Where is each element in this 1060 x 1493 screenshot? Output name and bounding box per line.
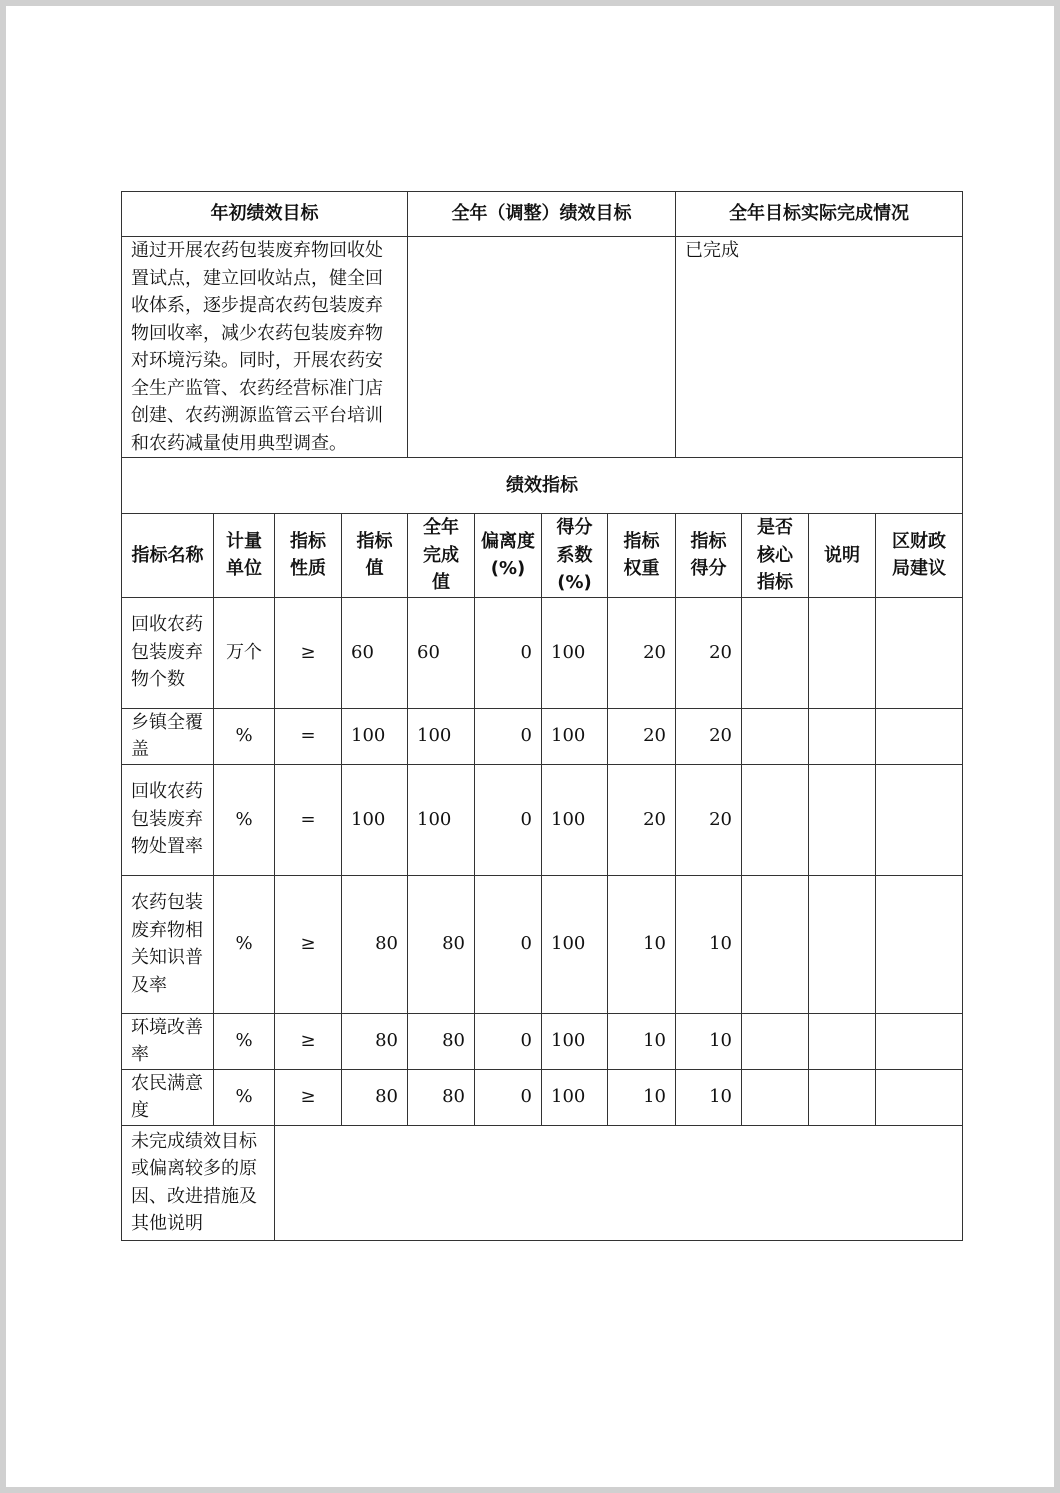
performance-table — [121, 191, 963, 1241]
indicator-unit: % — [214, 1013, 275, 1069]
indicator-name: 回收农药包装废弃物处置率 — [122, 764, 214, 875]
indicator-core — [742, 597, 809, 708]
table-row — [122, 1069, 963, 1125]
header-adjusted-target: 全年（调整）绩效目标 — [408, 192, 676, 237]
indicator-score: 10 — [676, 1069, 742, 1125]
indicator-note — [809, 875, 876, 1013]
indicator-unit: 万个 — [214, 597, 275, 708]
indicator-coef: 100 — [542, 764, 608, 875]
indicator-advice — [876, 1069, 963, 1125]
indicator-nature: = — [275, 708, 342, 764]
header-actual-completion: 全年目标实际完成情况 — [676, 192, 963, 237]
indicator-weight: 10 — [608, 1013, 676, 1069]
indicator-name: 环境改善率 — [122, 1013, 214, 1069]
indicator-weight: 20 — [608, 597, 676, 708]
col-header-weight: 指标权重 — [608, 514, 676, 598]
table-row — [122, 875, 963, 1013]
indicator-coef: 100 — [542, 1069, 608, 1125]
col-header-core: 是否核心指标 — [742, 514, 809, 598]
col-header-value: 指标值 — [342, 514, 408, 598]
col-header-note: 说明 — [809, 514, 876, 598]
indicator-unit: % — [214, 1069, 275, 1125]
col-header-name: 指标名称 — [122, 514, 214, 598]
indicator-value: 60 — [342, 597, 408, 708]
indicator-note — [809, 597, 876, 708]
indicator-deviation: 0 — [475, 764, 542, 875]
column-header-row — [122, 514, 963, 598]
indicator-weight: 10 — [608, 1069, 676, 1125]
indicator-completed: 80 — [408, 1013, 475, 1069]
indicator-completed: 100 — [408, 764, 475, 875]
indicator-core — [742, 708, 809, 764]
indicator-weight: 20 — [608, 708, 676, 764]
indicator-name: 回收农药包装废弃物个数 — [122, 597, 214, 708]
col-header-nature: 指标性质 — [275, 514, 342, 598]
section-title: 绩效指标 — [122, 458, 963, 514]
indicator-core — [742, 764, 809, 875]
col-header-coef: 得分系数(%) — [542, 514, 608, 598]
indicator-completed: 80 — [408, 1069, 475, 1125]
table-row — [122, 597, 963, 708]
indicator-coef: 100 — [542, 708, 608, 764]
indicator-advice — [876, 764, 963, 875]
col-header-deviation: 偏离度(%) — [475, 514, 542, 598]
col-header-completed: 全年完成值 — [408, 514, 475, 598]
indicator-name: 乡镇全覆盖 — [122, 708, 214, 764]
indicator-value: 100 — [342, 708, 408, 764]
indicator-weight: 10 — [608, 875, 676, 1013]
indicator-value: 100 — [342, 764, 408, 875]
indicator-note — [809, 1013, 876, 1069]
indicator-completed: 60 — [408, 597, 475, 708]
indicator-deviation: 0 — [475, 875, 542, 1013]
indicator-unit: % — [214, 764, 275, 875]
adjusted-target-text — [408, 237, 676, 458]
indicator-note — [809, 764, 876, 875]
footer-row — [122, 1125, 963, 1240]
indicator-core — [742, 1069, 809, 1125]
indicator-score: 20 — [676, 597, 742, 708]
indicator-name: 农民满意度 — [122, 1069, 214, 1125]
indicator-score: 20 — [676, 764, 742, 875]
indicator-deviation: 0 — [475, 1069, 542, 1125]
target-header-row — [122, 192, 963, 237]
initial-target-text: 通过开展农药包装废弃物回收处置试点，建立回收站点，健全回收体系，逐步提高农药包装废弃物回收率，减少农药包装废弃物对环境污染。同时，开展农药安全生产监管、农药经营标准门店创建、农药溯源监管云平台培训和农药减量使用典型调查。 — [122, 237, 408, 458]
indicator-value: 80 — [342, 1013, 408, 1069]
section-title-row — [122, 458, 963, 514]
document-page — [6, 6, 1054, 1487]
footer-content — [275, 1125, 963, 1240]
indicator-nature: ≥ — [275, 1069, 342, 1125]
indicator-note — [809, 1069, 876, 1125]
col-header-unit: 计量单位 — [214, 514, 275, 598]
indicator-advice — [876, 708, 963, 764]
indicator-score: 10 — [676, 875, 742, 1013]
indicator-advice — [876, 597, 963, 708]
indicator-unit: % — [214, 875, 275, 1013]
indicator-weight: 20 — [608, 764, 676, 875]
indicator-coef: 100 — [542, 1013, 608, 1069]
table-row — [122, 1013, 963, 1069]
indicator-value: 80 — [342, 1069, 408, 1125]
indicator-nature: = — [275, 764, 342, 875]
footer-label: 未完成绩效目标或偏离较多的原因、改进措施及其他说明 — [122, 1125, 275, 1240]
target-content-row — [122, 237, 963, 458]
header-initial-target: 年初绩效目标 — [122, 192, 408, 237]
indicator-completed: 100 — [408, 708, 475, 764]
indicator-unit: % — [214, 708, 275, 764]
indicator-nature: ≥ — [275, 875, 342, 1013]
indicator-coef: 100 — [542, 875, 608, 1013]
col-header-score: 指标得分 — [676, 514, 742, 598]
indicator-advice — [876, 875, 963, 1013]
indicator-deviation: 0 — [475, 1013, 542, 1069]
indicator-deviation: 0 — [475, 597, 542, 708]
indicator-score: 10 — [676, 1013, 742, 1069]
indicator-advice — [876, 1013, 963, 1069]
actual-completion-text: 已完成 — [676, 237, 963, 458]
indicator-core — [742, 1013, 809, 1069]
indicator-name: 农药包装废弃物相关知识普及率 — [122, 875, 214, 1013]
indicator-core — [742, 875, 809, 1013]
indicator-nature: ≥ — [275, 1013, 342, 1069]
indicator-completed: 80 — [408, 875, 475, 1013]
indicator-note — [809, 708, 876, 764]
col-header-advice: 区财政局建议 — [876, 514, 963, 598]
indicator-value: 80 — [342, 875, 408, 1013]
table-row — [122, 764, 963, 875]
indicator-score: 20 — [676, 708, 742, 764]
indicator-coef: 100 — [542, 597, 608, 708]
indicator-deviation: 0 — [475, 708, 542, 764]
table-row — [122, 708, 963, 764]
indicator-nature: ≥ — [275, 597, 342, 708]
